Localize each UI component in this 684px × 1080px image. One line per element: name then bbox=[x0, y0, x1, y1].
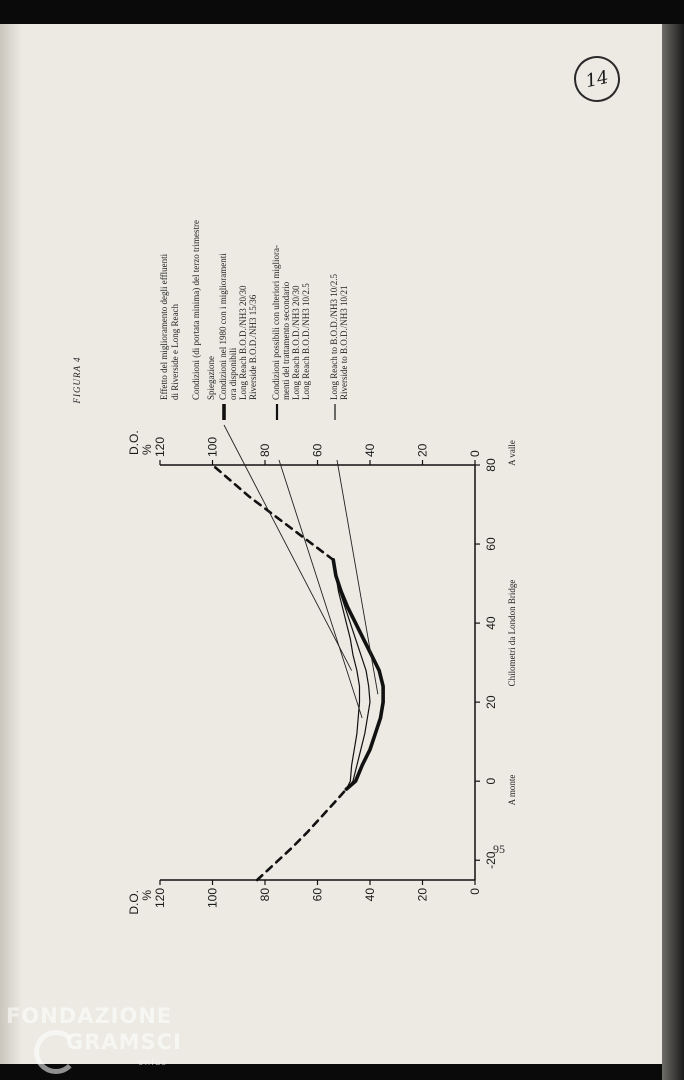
legend-entry-1-line: menti del trattamento secondario bbox=[281, 281, 291, 400]
legend-entry-2-line: Riverside to B.O.D./NH3 10/21 bbox=[339, 285, 349, 400]
series-line-4 bbox=[333, 560, 383, 789]
legend-entry-1-line: Long Reach B.O.D./NH3 10/2.5 bbox=[301, 283, 311, 400]
chart-series bbox=[213, 465, 384, 880]
legend-entry-2-line: Long Reach to B.O.D./NH3 10/2.5 bbox=[329, 274, 339, 400]
watermark-line-2: GRAMSCI bbox=[66, 1030, 182, 1054]
y-tick-label-right: 120 bbox=[153, 436, 167, 457]
figure-label: FIGURA 4 bbox=[72, 356, 82, 404]
archive-stamp: 14 bbox=[570, 52, 625, 107]
y-tick-label-left: 120 bbox=[153, 888, 167, 909]
y-tick-label-right: 100 bbox=[205, 436, 220, 457]
y-tick-label-left: 0 bbox=[468, 888, 482, 895]
x-tick-label: 80 bbox=[484, 458, 498, 472]
legend-entry-0-line: Riverside B.O.D./NH3 15/36 bbox=[248, 294, 258, 400]
y-tick-label-left: 20 bbox=[415, 888, 430, 902]
legend-header-line: Effetto del miglioramento degli effluenti bbox=[159, 253, 169, 400]
y-tick-label-right: 20 bbox=[415, 443, 430, 457]
y-axis-label-right: D.O. bbox=[127, 430, 141, 455]
y-axis-label-right-unit: % bbox=[140, 444, 154, 455]
watermark-line-1: FONDAZIONE bbox=[6, 1004, 173, 1028]
y-tick-label-right: 80 bbox=[258, 443, 272, 457]
y-tick-label-left: 80 bbox=[258, 888, 272, 902]
chart-axes bbox=[160, 465, 475, 880]
legend-entry-1-line: Long Reach B.O.D./NH3 20/30 bbox=[291, 285, 301, 400]
x-tick-label: -20 bbox=[484, 851, 498, 869]
leader-line-0 bbox=[224, 425, 352, 671]
y-tick-label-left: 40 bbox=[363, 888, 377, 902]
x-axis-right-label: A valle bbox=[507, 440, 517, 466]
x-axis-label: Chilometri da London Bridge bbox=[507, 579, 517, 687]
series-line-0 bbox=[257, 789, 346, 880]
series-line-1 bbox=[213, 465, 334, 560]
y-axis-label-left: D.O. bbox=[127, 890, 141, 915]
legend-entry-0-line: Long Reach B.O.D./NH3 20/30 bbox=[238, 285, 248, 400]
chart-legend bbox=[159, 220, 378, 718]
rotated-chart-group bbox=[72, 220, 517, 915]
x-tick-label: 20 bbox=[484, 695, 498, 709]
y-tick-label-left: 100 bbox=[205, 888, 220, 909]
y-tick-label-right: 0 bbox=[468, 450, 482, 457]
x-tick-label: 40 bbox=[484, 616, 498, 630]
legend-title: Spiegazione bbox=[206, 356, 216, 400]
legend-header-line: di Riverside e Long Reach bbox=[170, 304, 180, 400]
y-axis-label-left-unit: % bbox=[140, 890, 154, 901]
watermark-line-3: onlus bbox=[138, 1058, 168, 1068]
chart-labels bbox=[72, 356, 517, 805]
x-tick-label: 60 bbox=[484, 537, 498, 551]
x-tick-label: 0 bbox=[484, 777, 498, 785]
page-number: 95 bbox=[493, 842, 505, 856]
legend-entry-0-line: Condizioni nel 1980 con i miglioramenti bbox=[218, 253, 228, 400]
archive-watermark bbox=[6, 1004, 182, 1074]
leader-line-1 bbox=[279, 460, 362, 718]
legend-entry-0-line: ora disponibili bbox=[228, 347, 238, 400]
y-tick-label-right: 40 bbox=[363, 443, 377, 457]
chart-ticks bbox=[127, 430, 498, 914]
series-line-2 bbox=[333, 560, 359, 789]
legend-header-line: Condizioni (di portata minima) del terzo trimestre bbox=[191, 220, 201, 400]
x-axis-left-label: A monte bbox=[507, 774, 517, 806]
y-tick-label-right: 60 bbox=[310, 443, 325, 457]
y-tick-label-left: 60 bbox=[310, 888, 325, 902]
legend-entry-1-line: Condizioni possibili con ulteriori migliora- bbox=[271, 245, 281, 400]
